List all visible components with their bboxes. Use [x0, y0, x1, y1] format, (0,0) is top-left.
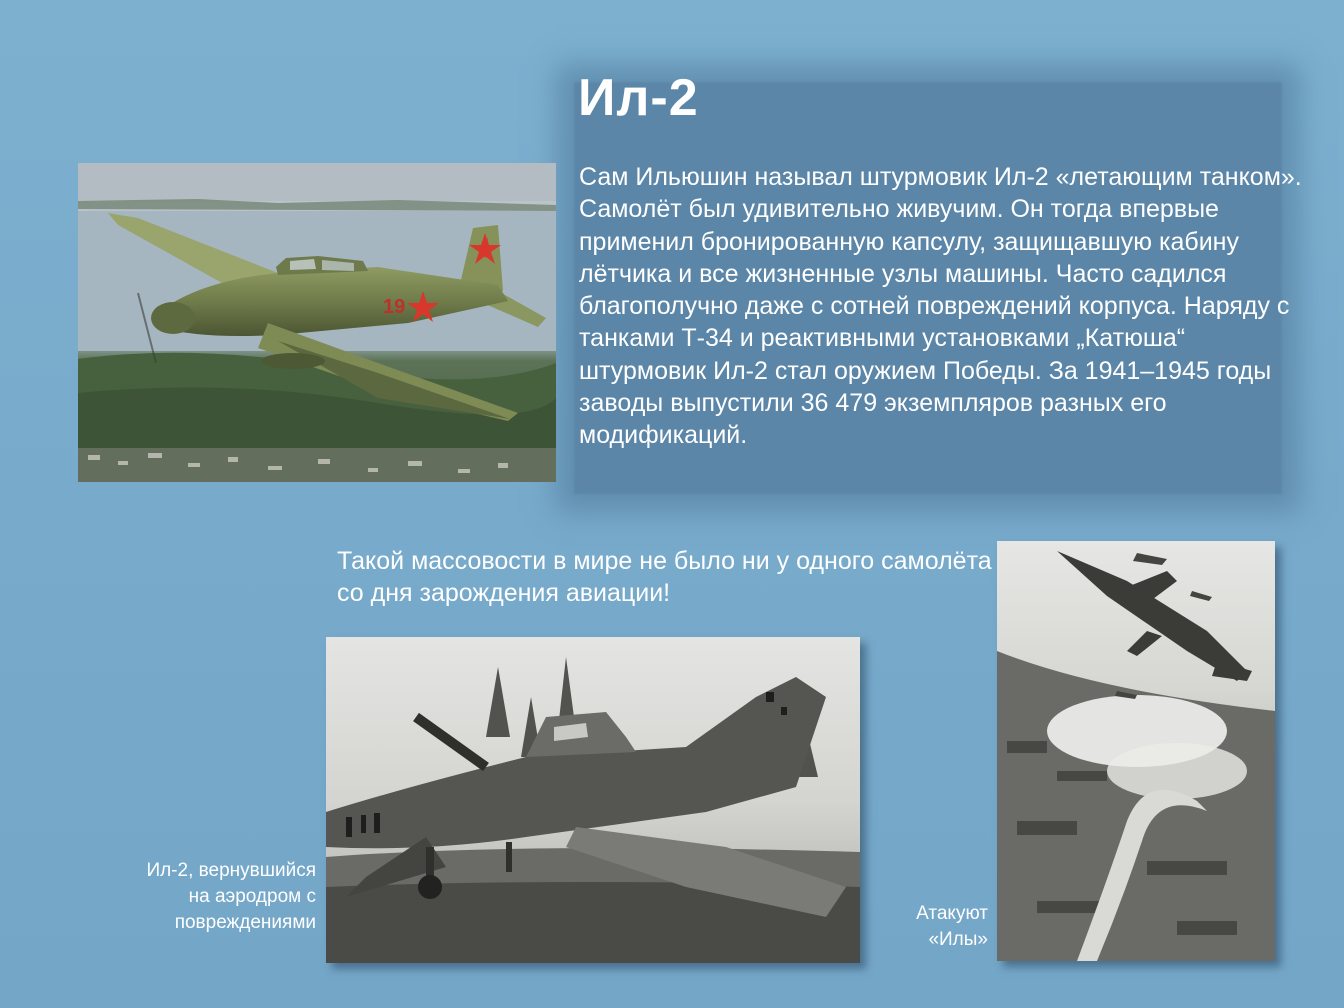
damaged-photo-caption: Ил-2, вернувшийся на аэродром с повреждениями — [146, 860, 316, 933]
plane-number: 19 — [383, 296, 406, 318]
damaged-il2-photo-art — [326, 637, 860, 963]
il2-color-photo-art — [78, 163, 556, 482]
attack-photo-art — [997, 541, 1275, 961]
slide-title: Ил-2 — [578, 69, 699, 127]
damaged-il2-photo — [326, 637, 860, 963]
mass-production-note: Такой массовости в мире не было ни у одного самолёта со дня зарождения авиации! — [337, 547, 992, 607]
attack-photo-caption: Атакуют «Илы» — [916, 903, 988, 950]
attack-photo — [997, 541, 1275, 961]
main-paragraph — [579, 161, 1309, 452]
il2-color-photo — [78, 163, 556, 482]
main-paragraph-text: Сам Ильюшин называл штурмовик Ил-2 «летающим танком». Самолёт был удивительно живучим. Он тогда впервые применил бронированную капсулу, защищавшую кабину лётчика и все жизненные узлы машины. Часто садился благополучно даже с сотней повреждений корпуса. Наряду с танками Т-34 и реактивными установками „Катюша“ штурмовик Ил-2 стал оружием Победы. За 1941–1945 годы заводы выпустили 36 479 экземпляров разных его модификаций. — [579, 163, 1302, 450]
